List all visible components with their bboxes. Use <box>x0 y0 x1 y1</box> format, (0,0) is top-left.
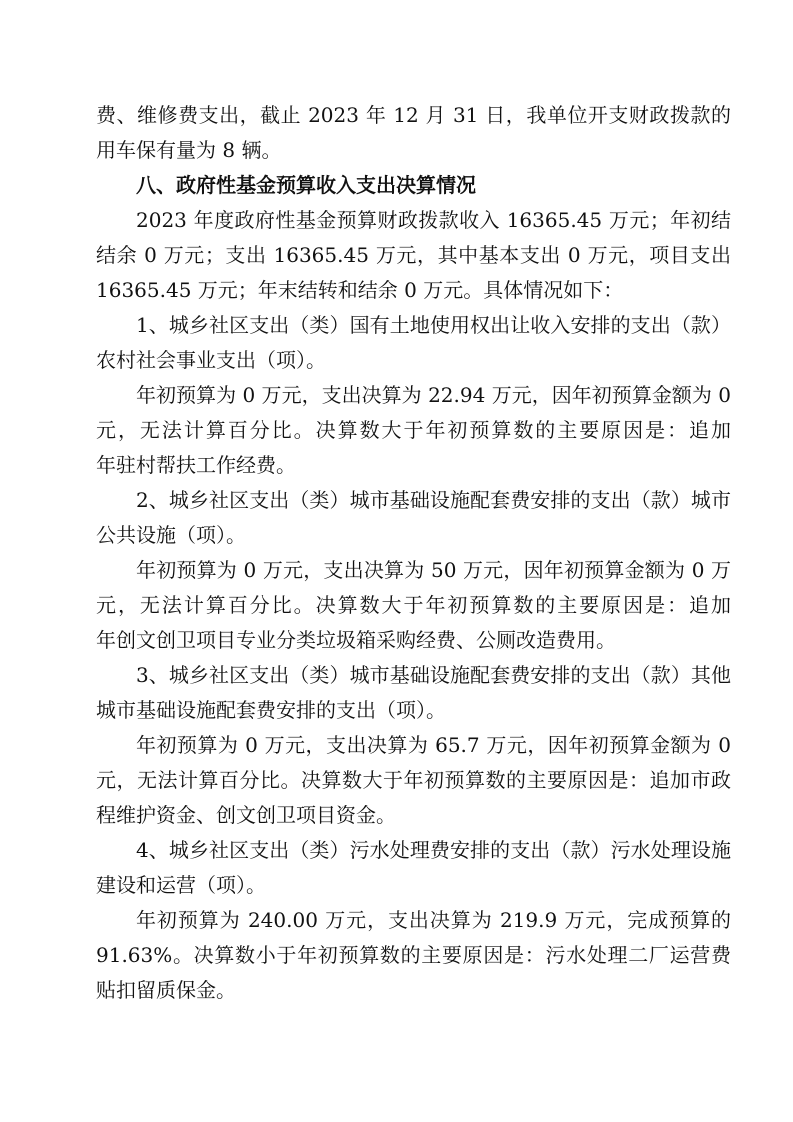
text-line: 年创文创卫项目专业分类垃圾箱采购经费、公厕改造费用。 <box>96 628 616 652</box>
paragraph <box>96 483 731 553</box>
text-line: 元，无法计算百分比。决算数大于年初预算数的主要原因是：追加市政 <box>96 768 731 792</box>
text-line: 91.63%。决算数小于年初预算数的主要原因是：污水处理二厂运营费 <box>96 943 731 967</box>
paragraph <box>96 378 731 483</box>
paragraph <box>96 203 731 308</box>
text-line: 3、城乡社区支出（类）城市基础设施配套费安排的支出（款）其他 <box>136 663 731 687</box>
text-line: 元，无法计算百分比。决算数大于年初预算数的主要原因是：追加 <box>96 418 731 442</box>
paragraph <box>96 833 731 903</box>
text-line: 城市基础设施配套费安排的支出（项）。 <box>96 698 446 722</box>
text-line: 年初预算为 0 万元，支出决算为 50 万元，因年初预算金额为 0 万 <box>136 558 731 582</box>
text-line: 八、政府性基金预算收入支出决算情况 <box>136 173 476 197</box>
text-line: 年初预算为 0 万元，支出决算为 22.94 万元，因年初预算金额为 0 <box>136 383 731 407</box>
text-line: 费、维修费支出，截止 2023 年 12 月 31 日，我单位开支财政拨款的 <box>96 103 731 127</box>
text-line: 年初预算为 240.00 万元，支出决算为 219.9 万元，完成预算的 <box>136 908 731 932</box>
text-line: 1、城乡社区支出（类）国有土地使用权出让收入安排的支出（款） <box>136 313 731 337</box>
text-line: 农村社会事业支出（项）。 <box>96 348 326 372</box>
text-line: 程维护资金、创文创卫项目资金。 <box>96 803 396 827</box>
text-line: 年驻村帮扶工作经费。 <box>96 453 296 477</box>
text-line: 用车保有量为 8 辆。 <box>96 138 282 162</box>
paragraph <box>96 308 731 378</box>
paragraph <box>96 903 731 1008</box>
text-line: 16365.45 万元；年末结转和结余 0 万元。具体情况如下： <box>96 278 624 302</box>
text-line: 年初预算为 0 万元，支出决算为 65.7 万元，因年初预算金额为 0 <box>136 733 731 757</box>
paragraph <box>96 658 731 728</box>
paragraph <box>96 553 731 658</box>
document-page <box>96 98 731 1008</box>
section-heading <box>96 168 731 203</box>
text-line: 元，无法计算百分比。决算数大于年初预算数的主要原因是：追加 <box>96 593 731 617</box>
text-line: 2023 年度政府性基金预算财政拨款收入 16365.45 万元；年初结 <box>136 208 731 232</box>
text-line: 贴扣留质保金。 <box>96 978 236 1002</box>
text-line: 4、城乡社区支出（类）污水处理费安排的支出（款）污水处理设施 <box>136 838 731 862</box>
text-line: 2、城乡社区支出（类）城市基础设施配套费安排的支出（款）城市 <box>136 488 731 512</box>
text-line: 公共设施（项）。 <box>96 523 246 547</box>
paragraph <box>96 98 731 168</box>
text-line: 建设和运营（项）。 <box>96 873 266 897</box>
paragraph <box>96 728 731 833</box>
text-line: 结余 0 万元；支出 16365.45 万元，其中基本支出 0 万元，项目支出 <box>96 243 731 267</box>
